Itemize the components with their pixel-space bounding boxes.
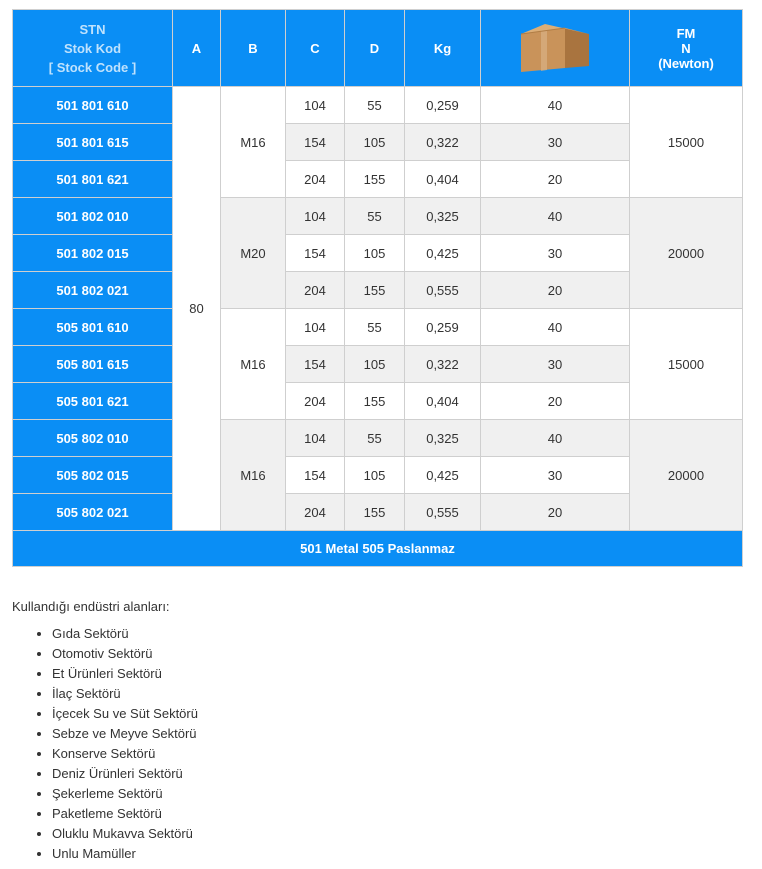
header-b: B bbox=[221, 10, 286, 87]
stock-code-cell: 501 801 615 bbox=[13, 124, 173, 161]
c-value-cell: 104 bbox=[286, 198, 345, 235]
list-item: • Şekerleme Sektörü bbox=[52, 784, 198, 804]
table-row bbox=[13, 420, 743, 457]
kg-value-cell: 0,259 bbox=[405, 87, 481, 124]
material-legend: 501 Metal 505 Paslanmaz bbox=[13, 531, 743, 567]
stock-code-cell: 505 801 610 bbox=[13, 309, 173, 346]
box-qty-cell: 20 bbox=[481, 494, 630, 531]
box-qty-cell: 20 bbox=[481, 383, 630, 420]
d-value-cell: 155 bbox=[345, 161, 405, 198]
table-row bbox=[13, 198, 743, 235]
header-stock-code: STN Stok Kod [ Stock Code ] bbox=[13, 10, 173, 87]
fm-value-cell: 20000 bbox=[630, 420, 743, 531]
box-qty-cell: 40 bbox=[481, 87, 630, 124]
b-thread-cell: M16 bbox=[221, 420, 286, 531]
c-value-cell: 104 bbox=[286, 309, 345, 346]
d-value-cell: 55 bbox=[345, 309, 405, 346]
box-qty-cell: 40 bbox=[481, 309, 630, 346]
d-value-cell: 55 bbox=[345, 87, 405, 124]
c-value-cell: 154 bbox=[286, 346, 345, 383]
stock-code-cell: 501 801 610 bbox=[13, 87, 173, 124]
cardboard-box-icon bbox=[517, 20, 593, 74]
list-item: • Konserve Sektörü bbox=[52, 744, 198, 764]
table-row bbox=[13, 87, 743, 124]
list-item: • Otomotiv Sektörü bbox=[52, 644, 198, 664]
stock-code-cell: 501 802 021 bbox=[13, 272, 173, 309]
kg-value-cell: 0,322 bbox=[405, 124, 481, 161]
kg-value-cell: 0,555 bbox=[405, 272, 481, 309]
list-item: • Sebze ve Meyve Sektörü bbox=[52, 724, 198, 744]
kg-value-cell: 0,325 bbox=[405, 420, 481, 457]
list-item: • Et Ürünleri Sektörü bbox=[52, 664, 198, 684]
d-value-cell: 105 bbox=[345, 346, 405, 383]
kg-value-cell: 0,404 bbox=[405, 161, 481, 198]
product-spec-table bbox=[12, 9, 743, 567]
c-value-cell: 204 bbox=[286, 494, 345, 531]
kg-value-cell: 0,259 bbox=[405, 309, 481, 346]
a-value-cell: 80 bbox=[173, 87, 221, 531]
fm-value-cell: 20000 bbox=[630, 198, 743, 309]
box-qty-cell: 20 bbox=[481, 272, 630, 309]
box-qty-cell: 30 bbox=[481, 124, 630, 161]
c-value-cell: 204 bbox=[286, 161, 345, 198]
kg-value-cell: 0,325 bbox=[405, 198, 481, 235]
b-thread-cell: M16 bbox=[221, 309, 286, 420]
d-value-cell: 105 bbox=[345, 124, 405, 161]
c-value-cell: 154 bbox=[286, 235, 345, 272]
header-kg: Kg bbox=[405, 10, 481, 87]
stock-code-cell: 505 802 015 bbox=[13, 457, 173, 494]
b-thread-cell: M16 bbox=[221, 87, 286, 198]
sectors-intro: Kullandığı endüstri alanları: bbox=[12, 599, 170, 614]
c-value-cell: 204 bbox=[286, 272, 345, 309]
d-value-cell: 155 bbox=[345, 494, 405, 531]
box-qty-cell: 30 bbox=[481, 346, 630, 383]
list-item: • Deniz Ürünleri Sektörü bbox=[52, 764, 198, 784]
d-value-cell: 105 bbox=[345, 457, 405, 494]
fm-value-cell: 15000 bbox=[630, 87, 743, 198]
table-body bbox=[13, 87, 743, 531]
box-qty-cell: 40 bbox=[481, 198, 630, 235]
list-item: • Oluklu Mukavva Sektörü bbox=[52, 824, 198, 844]
d-value-cell: 55 bbox=[345, 420, 405, 457]
stock-code-cell: 505 802 010 bbox=[13, 420, 173, 457]
stock-code-cell: 505 801 621 bbox=[13, 383, 173, 420]
stock-code-cell: 505 802 021 bbox=[13, 494, 173, 531]
kg-value-cell: 0,425 bbox=[405, 457, 481, 494]
list-item: • İlaç Sektörü bbox=[52, 684, 198, 704]
stock-code-cell: 501 801 621 bbox=[13, 161, 173, 198]
stock-code-cell: 501 802 010 bbox=[13, 198, 173, 235]
d-value-cell: 105 bbox=[345, 235, 405, 272]
c-value-cell: 154 bbox=[286, 457, 345, 494]
kg-value-cell: 0,425 bbox=[405, 235, 481, 272]
table-header-row bbox=[13, 10, 743, 87]
header-box-quantity bbox=[481, 10, 630, 87]
c-value-cell: 204 bbox=[286, 383, 345, 420]
kg-value-cell: 0,555 bbox=[405, 494, 481, 531]
header-d: D bbox=[345, 10, 405, 87]
header-a: A bbox=[173, 10, 221, 87]
d-value-cell: 155 bbox=[345, 272, 405, 309]
list-item: • Unlu Mamüller bbox=[52, 844, 198, 864]
header-fm-newton: FM N (Newton) bbox=[630, 10, 743, 87]
header-c: C bbox=[286, 10, 345, 87]
stock-code-cell: 505 801 615 bbox=[13, 346, 173, 383]
box-qty-cell: 30 bbox=[481, 457, 630, 494]
table-row bbox=[13, 309, 743, 346]
list-item: • Paketleme Sektörü bbox=[52, 804, 198, 824]
kg-value-cell: 0,322 bbox=[405, 346, 481, 383]
c-value-cell: 104 bbox=[286, 420, 345, 457]
c-value-cell: 154 bbox=[286, 124, 345, 161]
kg-value-cell: 0,404 bbox=[405, 383, 481, 420]
list-item: • Gıda Sektörü bbox=[52, 624, 198, 644]
sector-list bbox=[12, 624, 198, 864]
list-item: • İçecek Su ve Süt Sektörü bbox=[52, 704, 198, 724]
stock-code-cell: 501 802 015 bbox=[13, 235, 173, 272]
c-value-cell: 104 bbox=[286, 87, 345, 124]
b-thread-cell: M20 bbox=[221, 198, 286, 309]
table-footer-row bbox=[13, 531, 743, 567]
box-qty-cell: 20 bbox=[481, 161, 630, 198]
box-qty-cell: 40 bbox=[481, 420, 630, 457]
d-value-cell: 155 bbox=[345, 383, 405, 420]
box-qty-cell: 30 bbox=[481, 235, 630, 272]
d-value-cell: 55 bbox=[345, 198, 405, 235]
fm-value-cell: 15000 bbox=[630, 309, 743, 420]
